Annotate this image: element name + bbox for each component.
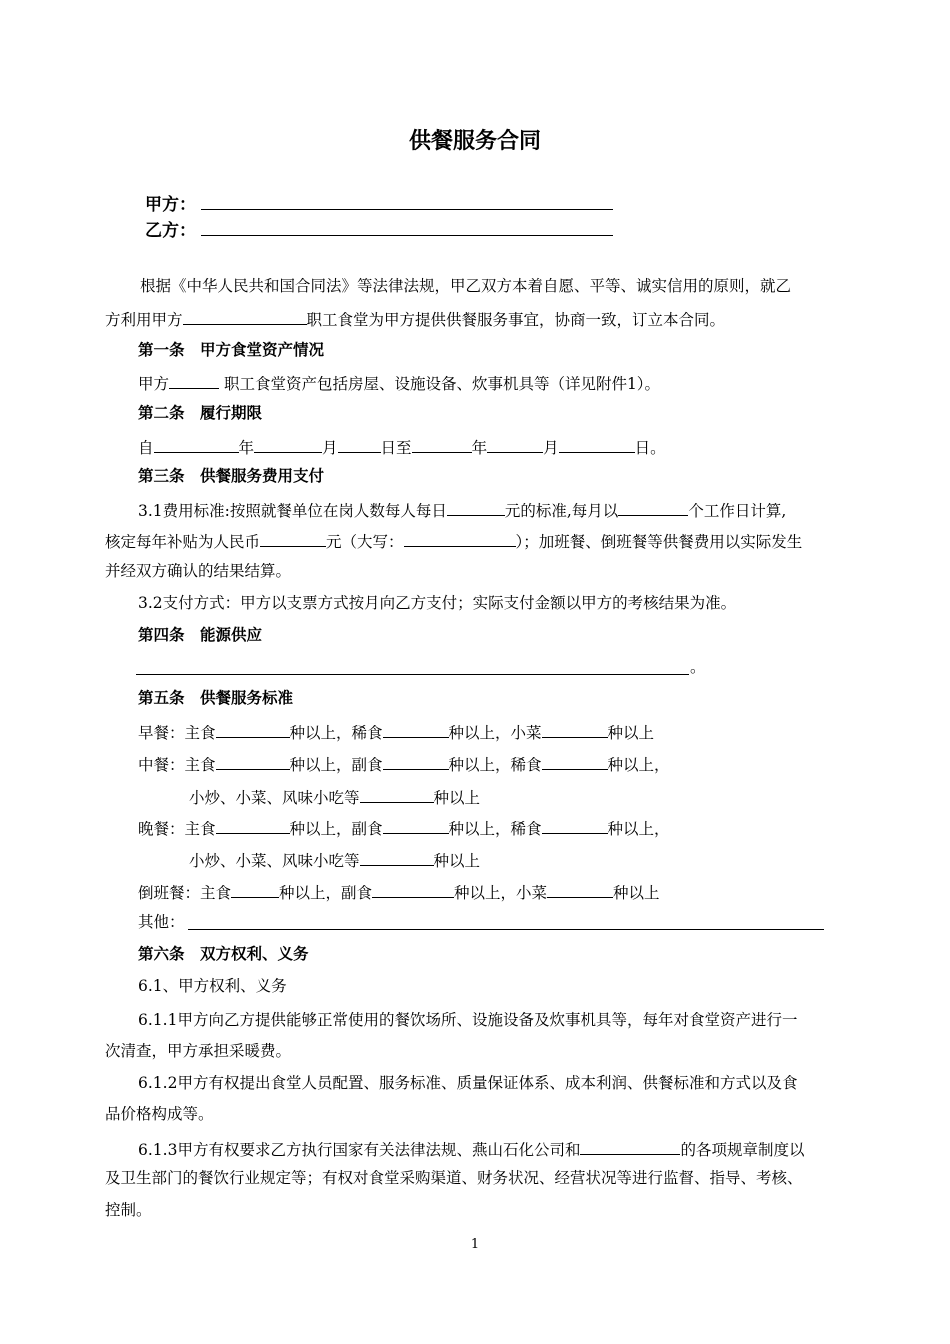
shift-staple-blank[interactable] xyxy=(231,880,279,898)
art3-l2-c: ）；加班餐、倒班餐等供餐费用以实际发生 xyxy=(515,533,803,551)
party-a-blank[interactable] xyxy=(201,209,613,210)
end-year-blank[interactable] xyxy=(412,435,472,453)
breakfast-label: 早餐：主食 xyxy=(138,724,216,742)
lunch-stirfry-label: 小炒、小菜、风味小吃等 xyxy=(189,789,360,807)
art3-l1-b: 元的标准,每月以 xyxy=(504,502,619,520)
shift-pickle-blank[interactable] xyxy=(547,880,613,898)
dinner-stirfry-label: 小炒、小菜、风味小吃等 xyxy=(189,852,360,870)
start-year-blank[interactable] xyxy=(154,435,239,453)
art3-line-1 xyxy=(138,498,786,521)
dinner-side-label: 种以上，副食 xyxy=(289,820,383,838)
lunch-end-label: 种以上， xyxy=(607,756,670,774)
shift-label: 倒班餐：主食 xyxy=(138,884,232,902)
canteen-name-blank[interactable] xyxy=(183,307,307,325)
article-2-heading: 第二条 履行期限 xyxy=(138,404,263,422)
section-6-1-2-line-1: 6.1.2甲方有权提出食堂人员配置、服务标准、质量保证体系、成本利润、供餐标准和方式以及食 xyxy=(138,1074,798,1092)
energy-supply-blank[interactable] xyxy=(136,674,689,675)
breakfast-gruel-blank[interactable] xyxy=(383,720,449,738)
annual-subsidy-blank[interactable] xyxy=(260,529,326,547)
art3-line-2 xyxy=(105,529,802,552)
article-3-heading: 第三条 供餐服务费用支付 xyxy=(138,467,325,485)
start-month-blank[interactable] xyxy=(254,435,322,453)
day-end-label: 日。 xyxy=(634,439,666,457)
year-label-2: 年 xyxy=(471,439,488,457)
section-6-1-3-line-3: 控制。 xyxy=(105,1201,152,1219)
intro-text-a: 方利用甲方 xyxy=(105,311,183,329)
art3-l2-b: 元（大写： xyxy=(326,533,404,551)
start-day-blank[interactable] xyxy=(338,435,381,453)
dinner-line xyxy=(138,816,670,839)
art4-period: 。 xyxy=(690,658,706,676)
workdays-blank[interactable] xyxy=(618,498,688,516)
section-6-1-2-line-2: 品价格构成等。 xyxy=(105,1105,214,1123)
lunch-gruel-label: 种以上，稀食 xyxy=(448,756,542,774)
amount-in-words-blank[interactable] xyxy=(404,529,516,547)
dinner-stirfry-line xyxy=(189,848,480,871)
lunch-line xyxy=(138,752,670,775)
art3-l1-c: 个工作日计算, xyxy=(688,502,787,520)
article-1-heading: 第一条 甲方食堂资产情况 xyxy=(138,341,325,359)
dinner-end-label: 种以上， xyxy=(607,820,670,838)
section-6-1-1-line-2: 次清查，甲方承担采暖费。 xyxy=(105,1042,292,1060)
dinner-gruel-blank[interactable] xyxy=(542,816,608,834)
art1-text-b: 职工食堂资产包括房屋、设施设备、炊事机具等（详见附件1）。 xyxy=(219,375,661,393)
party-b-label: 乙方： xyxy=(145,221,196,241)
shift-side-blank[interactable] xyxy=(372,880,454,898)
shift-meal-line xyxy=(138,880,660,903)
other-label: 其他： xyxy=(138,913,185,931)
breakfast-staple-blank[interactable] xyxy=(216,720,290,738)
art3-line-4: 3.2支付方式：甲方以支票方式按月向乙方支付；实际支付金额以甲方的考核结果为准。 xyxy=(138,594,737,612)
end-month-blank[interactable] xyxy=(487,435,543,453)
breakfast-gruel-label: 种以上，稀食 xyxy=(289,724,383,742)
page-number: 1 xyxy=(470,1237,480,1252)
lunch-stirfry-end: 种以上 xyxy=(433,789,481,807)
month-label: 月 xyxy=(322,439,338,457)
shift-side-label: 种以上，副食 xyxy=(279,884,373,902)
lunch-side-label: 种以上，副食 xyxy=(289,756,383,774)
dinner-label: 晚餐：主食 xyxy=(138,820,216,838)
dinner-staple-blank[interactable] xyxy=(216,816,290,834)
lunch-stirfry-line xyxy=(189,785,480,808)
s613-text-a: 6.1.3甲方有权要求乙方执行国家有关法律法规、燕山石化公司和 xyxy=(138,1141,581,1159)
s613-text-b: 的各项规章制度以 xyxy=(680,1141,805,1159)
lunch-staple-blank[interactable] xyxy=(216,752,290,770)
daily-rate-blank[interactable] xyxy=(447,498,505,516)
intro-line-1: 根据《中华人民共和国合同法》等法律法规，甲乙双方本着自愿、平等、诚实信用的原则，就乙 xyxy=(140,277,792,295)
day-to-label: 日至 xyxy=(380,439,412,457)
from-label: 自 xyxy=(138,439,154,457)
party-a-label: 甲方： xyxy=(145,195,196,215)
breakfast-end-label: 种以上 xyxy=(607,724,655,742)
art3-l1-a: 3.1费用标准:按照就餐单位在岗人数每人每日 xyxy=(138,502,447,520)
section-6-1-1-line-1: 6.1.1甲方向乙方提供能够正常使用的餐饮场所、设施设备及炊事机具等，每年对食堂资产进行一 xyxy=(138,1011,798,1029)
lunch-label: 中餐：主食 xyxy=(138,756,216,774)
art3-l2-a: 核定每年补贴为人民币 xyxy=(105,533,261,551)
end-day-blank[interactable] xyxy=(559,435,635,453)
lunch-side-blank[interactable] xyxy=(383,752,449,770)
intro-text-b: 职工食堂为甲方提供供餐服务事宜，协商一致，订立本合同。 xyxy=(306,311,726,329)
year-label: 年 xyxy=(238,439,255,457)
art1-blank[interactable] xyxy=(169,371,219,389)
shift-pickle-label: 种以上，小菜 xyxy=(454,884,548,902)
shift-end-label: 种以上 xyxy=(613,884,660,902)
article-2-term xyxy=(138,435,666,458)
dinner-gruel-label: 种以上，稀食 xyxy=(448,820,542,838)
dinner-stirfry-blank[interactable] xyxy=(360,848,434,866)
dinner-stirfry-end: 种以上 xyxy=(433,852,481,870)
lunch-stirfry-blank[interactable] xyxy=(360,785,434,803)
other-blank[interactable] xyxy=(188,929,824,930)
dinner-side-blank[interactable] xyxy=(383,816,449,834)
document-title: 供餐服务合同 xyxy=(408,129,541,154)
article-4-heading: 第四条 能源供应 xyxy=(138,626,263,644)
month-label-2: 月 xyxy=(543,439,559,457)
article-1-text xyxy=(138,371,660,394)
article-6-heading: 第六条 双方权利、义务 xyxy=(138,945,309,963)
breakfast-pickle-blank[interactable] xyxy=(542,720,608,738)
section-6-1-3-line-1 xyxy=(138,1137,804,1160)
section-6-1-3-line-2: 及卫生部门的餐饮行业规定等；有权对食堂采购渠道、财务状况、经营状况等进行监督、指导、考核、 xyxy=(105,1169,803,1187)
lunch-gruel-blank[interactable] xyxy=(542,752,608,770)
article-5-heading: 第五条 供餐服务标准 xyxy=(138,689,294,707)
art1-text-a: 甲方 xyxy=(138,375,170,393)
breakfast-pickle-label: 种以上，小菜 xyxy=(448,724,542,742)
art3-line-3: 并经双方确认的结果结算。 xyxy=(105,562,292,580)
party-b-blank[interactable] xyxy=(201,235,613,236)
breakfast-line xyxy=(138,720,654,743)
section-6-1: 6.1、甲方权利、义务 xyxy=(138,977,287,995)
intro-line-2 xyxy=(105,307,725,330)
company-unit-blank[interactable] xyxy=(580,1137,680,1155)
